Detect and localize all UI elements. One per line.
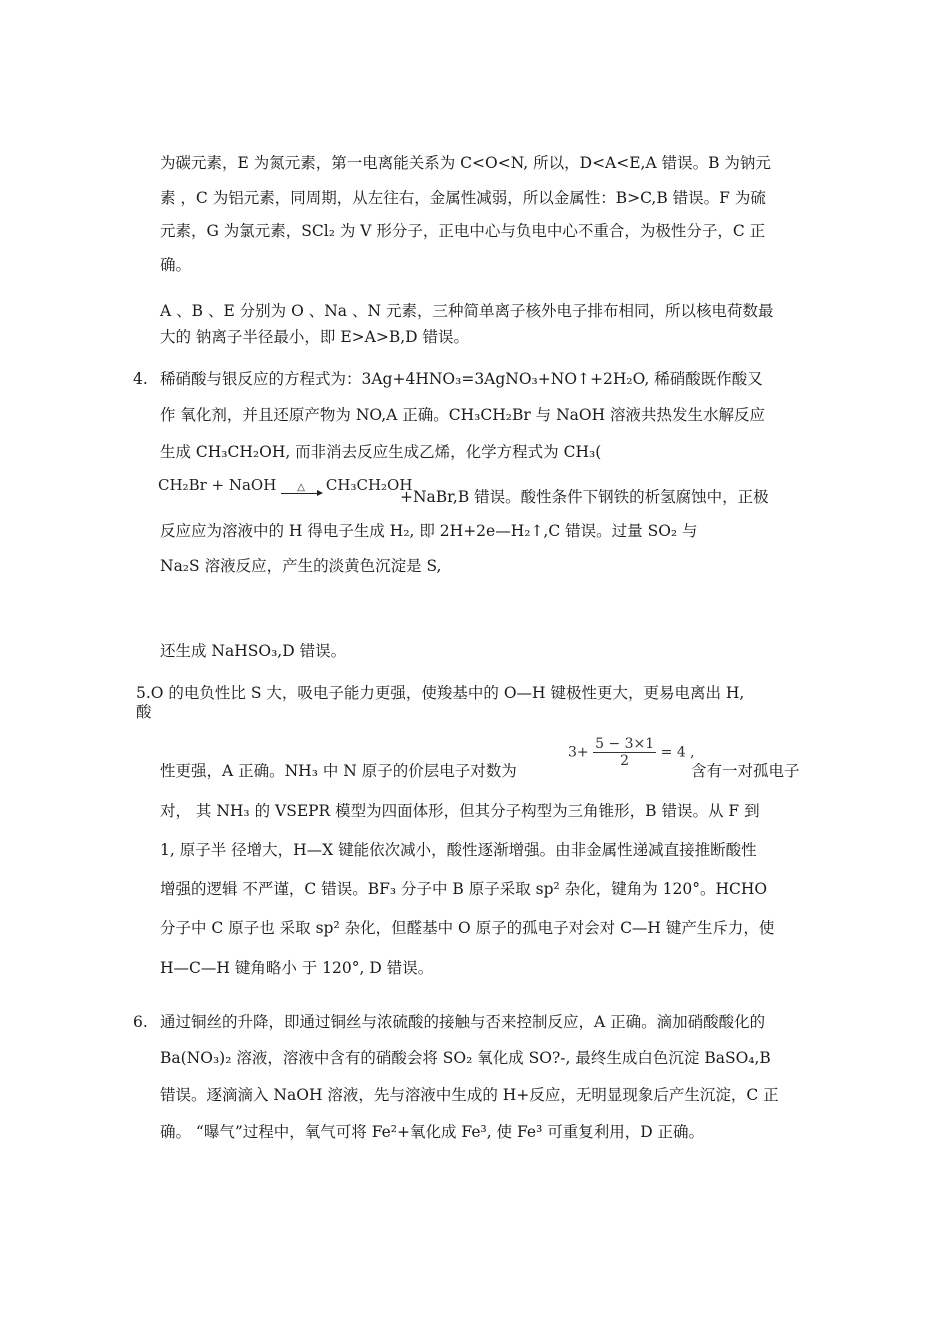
text-line: 确。 “曝气”过程中，氧气可将 Fe²+氧化成 Fe³, 使 Fe³ 可重复利用，D 正确。 <box>160 1123 705 1141</box>
equation-product: CH₃CH₂OH <box>325 476 413 494</box>
arrow-line <box>281 493 321 494</box>
fraction-prefix: 3+ <box>568 744 589 761</box>
text-line: +NaBr,B 错误。酸性条件下钢铁的析氢腐蚀中，正极 <box>400 488 769 506</box>
text-line: 大的 钠离子半径最小，即 E>A>B,D 错误。 <box>160 328 470 346</box>
text-line: 作 氧化剂，并且还原产物为 NO,A 正确。CH₃CH₂Br 与 NaOH 溶液共热发生水解反应 <box>160 406 766 424</box>
text-line: 性更强，A 正确。NH₃ 中 N 原子的价层电子对数为 <box>160 762 517 780</box>
text-line: 5.O 的电负性比 S 大，吸电子能力更强，使羧基中的 O—H 键极性更大，更易电离出 H, <box>136 684 745 702</box>
text-line: 对， 其 NH₃ 的 VSEPR 模型为四面体形，但其分子构型为三角锥形，B 错误。从 F 到 <box>160 802 760 820</box>
text-line: H—C—H 键角略小 于 120°, D 错误。 <box>160 959 434 977</box>
fraction-result: = 4 , <box>660 744 695 761</box>
text-line: 错误。逐滴滴入 NaOH 溶液，先与溶液中生成的 H+反应，无明显现象后产生沉淀，C 正 <box>160 1086 779 1104</box>
text-line: 稀硝酸与银反应的方程式为：3Ag+4HNO₃=3AgNO₃+NO↑+2H₂O, 稀硝酸既作酸又 <box>160 370 763 388</box>
text-line: 元素，G 为氯元素，SCl₂ 为 V 形分子，正电中心与负电中心不重合，为极性分子，C 正 <box>160 222 766 240</box>
text-line: 1, 原子半 径增大，H—X 键能依次减小，酸性逐渐增强。由非金属性递减直接推断酸性 <box>160 841 757 859</box>
text-line: 酸 <box>136 703 152 721</box>
text-line: 增强的逻辑 不严谨，C 错误。BF₃ 分子中 B 原子采取 sp² 杂化，键角为 120°。HCHO <box>160 880 768 898</box>
chemical-equation <box>158 476 412 494</box>
equation-reactant: CH₂Br + NaOH <box>158 476 277 494</box>
fraction-denominator: 2 <box>620 753 630 769</box>
reaction-arrow <box>281 483 321 494</box>
fraction-numerator: 5 − 3×1 <box>595 736 655 752</box>
text-line: 通过铜丝的升降，即通过铜丝与浓硫酸的接触与否来控制反应，A 正确。滴加硝酸酸化的 <box>160 1013 766 1031</box>
text-line: 为碳元素，E 为氮元素，第一电离能关系为 C<O<N, 所以，D<A<E,A 错误。B 为钠元 <box>160 154 771 172</box>
text-line: 生成 CH₃CH₂OH, 而非消去反应生成乙烯，化学方程式为 CH₃( <box>160 443 602 461</box>
valence-electron-fraction <box>568 736 695 769</box>
text-line: Na₂S 溶液反应，产生的淡黄色沉淀是 S, <box>160 557 442 575</box>
text-line: 分子中 C 原子也 采取 sp² 杂化，但醛基中 O 原子的孤电子对会对 C—H 键产生斥力，使 <box>160 919 775 937</box>
fraction <box>593 736 656 769</box>
text-line: A 、B 、E 分别为 O 、Na 、N 元素，三种简单离子核外电子排布相同，所以核电荷数最 <box>160 302 774 320</box>
text-line: Ba(NO₃)₂ 溶液，溶液中含有的硝酸会将 SO₂ 氧化成 SO?-, 最终生成白色沉淀 BaSO₄,B <box>160 1049 771 1067</box>
text-line: 确。 <box>160 256 192 274</box>
heat-symbol: △ <box>297 482 305 493</box>
text-line: 素 ，C 为铝元素，同周期，从左往右，金属性减弱，所以金属性：B>C,B 错误。F 为硫 <box>160 189 766 207</box>
text-line: 含有一对孤电子 <box>691 762 800 780</box>
item-number: 4. <box>133 370 148 388</box>
text-line: 还生成 NaHSO₃,D 错误。 <box>160 642 347 660</box>
text-line: 反应应为溶液中的 H 得电子生成 H₂, 即 2H+2e—H₂↑,C 错误。过量 SO₂ 与 <box>160 522 698 540</box>
item-number: 6. <box>133 1013 148 1031</box>
